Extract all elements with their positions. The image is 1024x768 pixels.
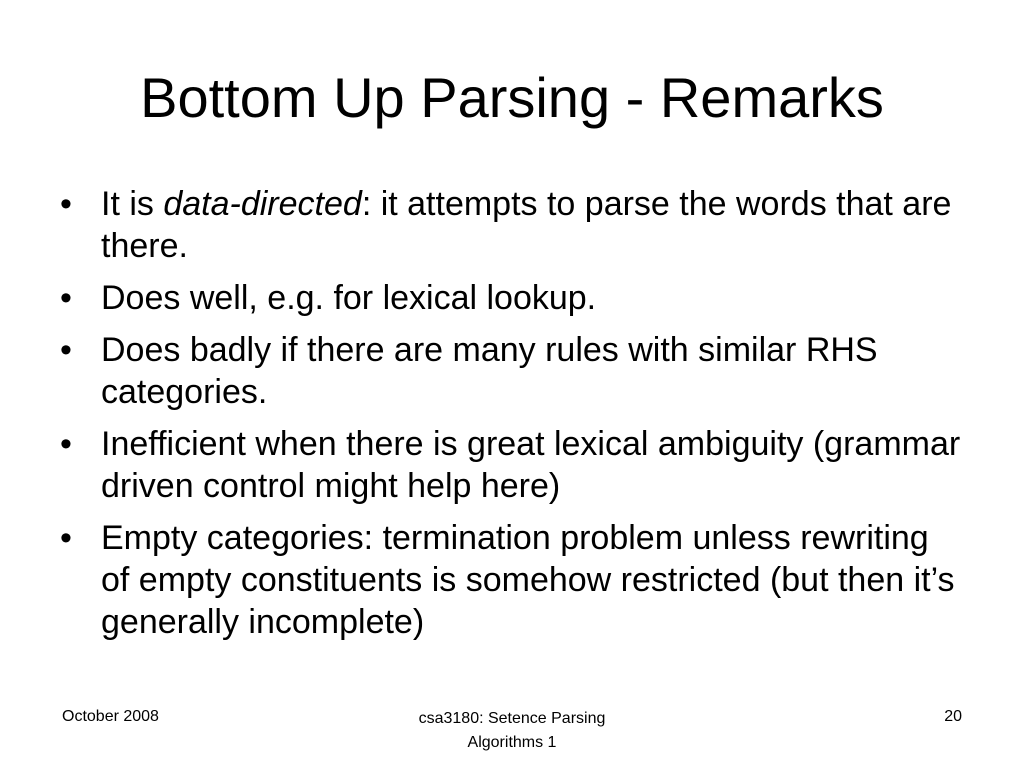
bullet-text: Empty categories: termination problem unless rewriting of empty constituents is somehow restricted (but then it’s generally incomplete) xyxy=(101,519,955,641)
bullet-text: Does well, e.g. for lexical lookup. xyxy=(101,279,597,317)
bullet-item xyxy=(60,423,965,507)
bullet-text-suffix: : it attempts to parse the words that are there. xyxy=(101,185,952,265)
footer-date: October 2008 xyxy=(62,708,159,725)
page-number: 20 xyxy=(944,708,962,725)
bullet-item xyxy=(60,277,965,319)
bullet-emphasis: data-directed xyxy=(163,185,362,223)
bullet-dot-icon: • xyxy=(60,185,72,223)
bullet-dot-icon: • xyxy=(60,331,72,369)
bullet-text: Inefficient when there is great lexical ambiguity (grammar driven control might help here) xyxy=(101,425,961,505)
bullet-dot-icon: • xyxy=(60,425,72,463)
bullet-item xyxy=(60,183,965,267)
bullet-item xyxy=(60,329,965,413)
footer-course-line1: csa3180: Setence Parsing xyxy=(418,710,606,727)
bullet-dot-icon: • xyxy=(60,519,72,557)
bullet-text: Does badly if there are many rules with similar RHS categories. xyxy=(101,331,878,411)
bullet-text-prefix: It is xyxy=(101,185,164,223)
footer-course xyxy=(362,707,662,755)
bullet-item xyxy=(60,517,965,643)
bullet-dot-icon: • xyxy=(60,279,72,317)
footer-course-line2: Algorithms 1 xyxy=(467,734,557,751)
bullet-list xyxy=(60,183,965,653)
slide-title: Bottom Up Parsing - Remarks xyxy=(140,66,884,129)
